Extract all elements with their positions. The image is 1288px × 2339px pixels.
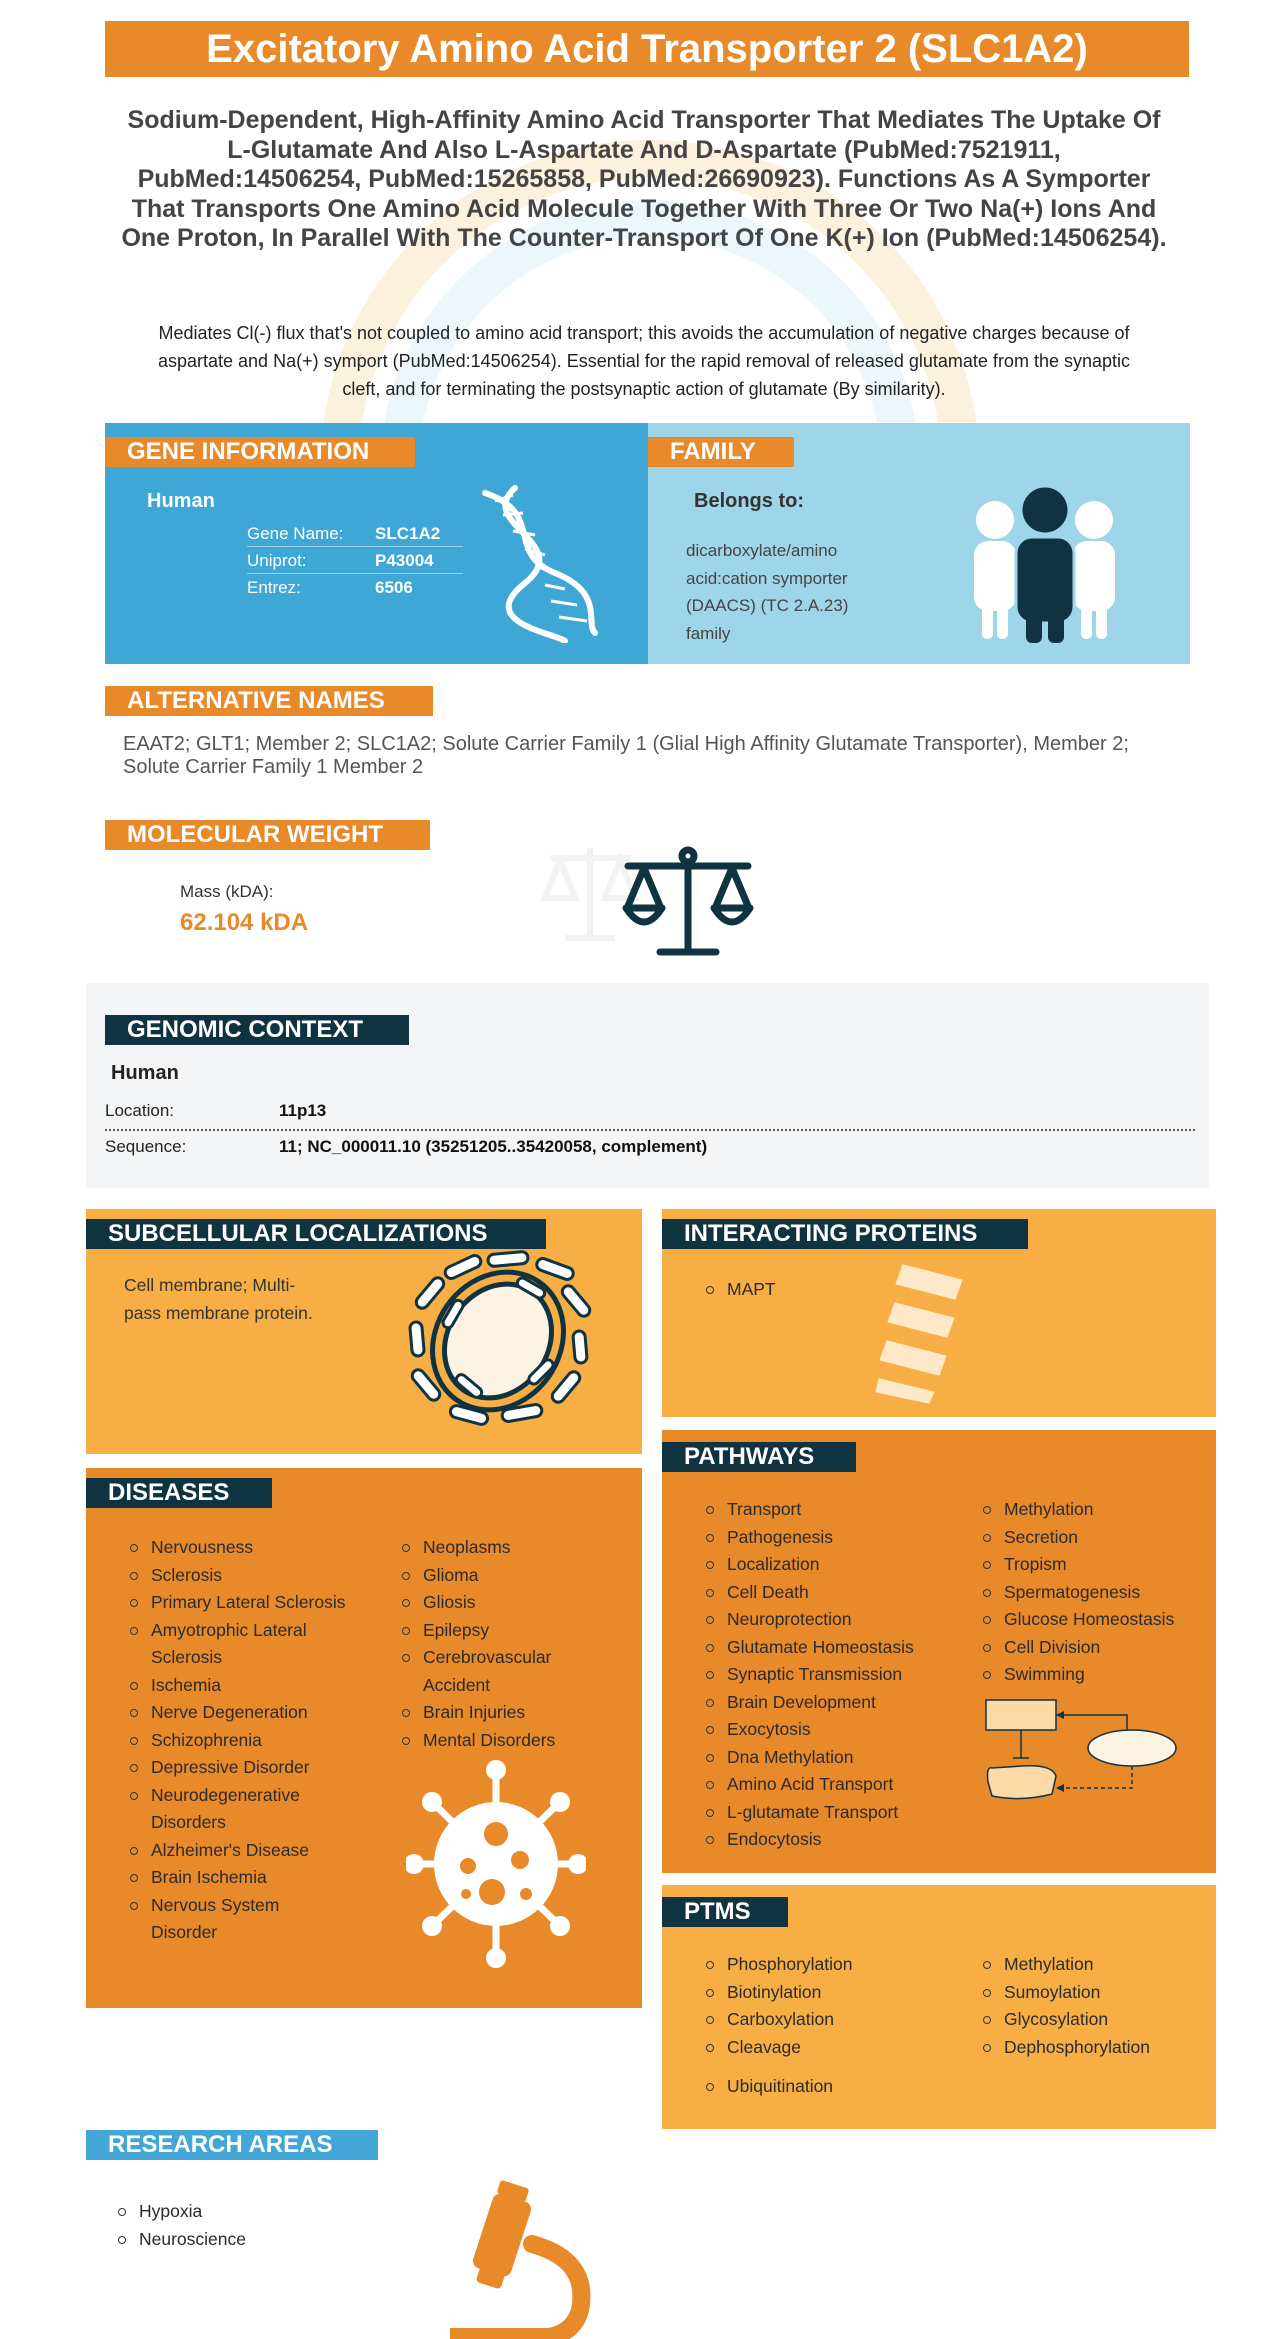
molecular-weight-heading: MOLECULAR WEIGHT	[105, 820, 430, 850]
uniprot-label: Uniprot:	[247, 551, 307, 570]
list-item: Epilepsy	[402, 1617, 592, 1645]
diseases-list-col2	[402, 1534, 592, 1754]
list-item: Schizophrenia	[130, 1727, 360, 1755]
list-item: Ischemia	[130, 1672, 360, 1700]
family-name: dicarboxylate/amino acid:cation symporter (DAACS) (TC 2.A.23) family	[686, 541, 849, 643]
list-item: Nerve Degeneration	[130, 1699, 360, 1727]
list-item: MAPT	[706, 1276, 776, 1304]
page-title: Excitatory Amino Acid Transporter 2 (SLC1A2)	[105, 21, 1189, 77]
list-item: Cell Death	[706, 1579, 966, 1607]
list-item: Mental Disorders	[402, 1727, 592, 1755]
list-item: Glycosylation	[983, 2006, 1213, 2034]
list-item: Brain Injuries	[402, 1699, 592, 1727]
list-item: Pathogenesis	[706, 1524, 966, 1552]
protein-description: Mediates Cl(-) flux that's not coupled to amino acid transport; this avoids the accumulation of negative charges because of aspartate and Na(+) symport (PubMed:14506254). Essential for the rapid removal of released glutamate from the synaptic cleft, and for terminating the postsynaptic action of glutamate (By similarity).	[157, 323, 1130, 399]
pathways-list-col2	[983, 1496, 1213, 1689]
list-item: Amino Acid Transport	[706, 1771, 966, 1799]
list-item: Secretion	[983, 1524, 1213, 1552]
family-belongs-label: Belongs to:	[694, 490, 804, 512]
mass-label: Mass (kDA):	[180, 882, 274, 901]
alternative-names-heading: ALTERNATIVE NAMES	[105, 686, 433, 716]
list-item: Synaptic Transmission	[706, 1661, 966, 1689]
location-value: 11p13	[279, 1101, 327, 1120]
list-item: Dna Methylation	[706, 1744, 966, 1772]
list-item: Neoplasms	[402, 1534, 592, 1562]
list-item: Ubiquitination	[706, 2073, 956, 2101]
list-item: Neurodegenerative Disorders	[130, 1782, 320, 1837]
protein-function-summary: Sodium-Dependent, High-Affinity Amino Acid Transporter That Mediates The Uptake Of L-Glutamate And Also L-Aspartate And D-Aspartate (PubMed:7521911, PubMed:14506254, PubMed:15265858, PubMed:26690923). Functions As A Symporter That Transports One Amino Acid Molecule Together With Three Or Two Na(+) Ions And One Proton, In Parallel With The Counter-Transport Of One K(+) Ion (PubMed:14506254).	[121, 106, 1167, 252]
genomic-species: Human	[111, 1062, 179, 1084]
subcellular-heading: SUBCELLULAR LOCALIZATIONS	[86, 1219, 546, 1249]
list-item: Biotinylation	[706, 1979, 956, 2007]
genomic-context-heading: GENOMIC CONTEXT	[105, 1015, 409, 1045]
entrez-label: Entrez:	[247, 578, 301, 597]
balance-scale-icon	[620, 846, 756, 960]
list-item: Spermatogenesis	[983, 1579, 1213, 1607]
ptms-heading: PTMS	[662, 1897, 788, 1927]
genomic-divider	[105, 1129, 1195, 1131]
sequence-value: 11; NC_000011.10 (35251205..35420058, complement)	[279, 1137, 708, 1156]
entrez-value: 6506	[375, 578, 413, 597]
list-item: L-glutamate Transport	[706, 1799, 966, 1827]
sequence-label: Sequence:	[105, 1137, 187, 1156]
list-item: Glutamate Homeostasis	[706, 1634, 966, 1662]
family-heading: FAMILY	[648, 437, 794, 467]
list-item: Amyotrophic Lateral Sclerosis	[130, 1617, 320, 1672]
list-item: Cleavage	[706, 2034, 956, 2062]
alternative-names-text: EAAT2; GLT1; Member 2; SLC1A2; Solute Carrier Family 1 (Glial High Affinity Glutamate Transporter), Member 2; Solute Carrier Family 1 Member 2	[123, 733, 1129, 778]
pathways-panel	[662, 1430, 1216, 1873]
list-item: Dephosphorylation	[983, 2034, 1213, 2062]
cell-organelle-icon	[398, 1249, 598, 1429]
uniprot-value: P43004	[375, 551, 434, 570]
list-item: Gliosis	[402, 1589, 592, 1617]
gene-species: Human	[147, 490, 215, 512]
list-item: Sumoylation	[983, 1979, 1213, 2007]
list-item: Sclerosis	[130, 1562, 360, 1590]
list-item: Methylation	[983, 1951, 1213, 1979]
location-label: Location:	[105, 1101, 174, 1120]
interacting-proteins-list	[706, 1276, 776, 1304]
ptms-list-col2	[983, 1951, 1213, 2061]
list-item: Glioma	[402, 1562, 592, 1590]
list-item: Exocytosis	[706, 1716, 966, 1744]
interacting-proteins-heading: INTERACTING PROTEINS	[662, 1219, 1028, 1249]
research-areas-list	[118, 2198, 358, 2253]
family-panel	[648, 423, 1190, 664]
gene-name-label: Gene Name:	[247, 524, 344, 543]
list-item: Hypoxia	[118, 2198, 358, 2226]
list-item: Carboxylation	[706, 2006, 956, 2034]
list-item: Swimming	[983, 1661, 1213, 1689]
protein-ribbon-icon	[874, 1257, 974, 1407]
list-item: Neuroprotection	[706, 1606, 966, 1634]
list-item: Methylation	[983, 1496, 1213, 1524]
list-item: Primary Lateral Sclerosis	[130, 1589, 360, 1617]
list-item: Phosphorylation	[706, 1951, 956, 1979]
subcellular-location-text: Cell membrane; Multi-pass membrane protein.	[124, 1275, 313, 1323]
microscope-icon	[440, 2180, 600, 2339]
gene-information-panel	[105, 423, 648, 664]
uniprot-row	[247, 547, 463, 574]
interacting-proteins-panel	[662, 1209, 1216, 1417]
ptms-list-extra	[706, 2073, 956, 2101]
diseases-list-col1	[130, 1534, 360, 1947]
list-item: Alzheimer's Disease	[130, 1837, 360, 1865]
pathways-heading: PATHWAYS	[662, 1442, 856, 1472]
list-item: Cerebrovascular Accident	[402, 1644, 562, 1699]
list-item: Glucose Homeostasis	[983, 1606, 1213, 1634]
ptms-list-col1	[706, 1951, 956, 2061]
people-group-icon	[970, 485, 1120, 643]
gene-name-row	[247, 520, 463, 547]
ptms-panel	[662, 1885, 1216, 2129]
research-areas-heading: RESEARCH AREAS	[86, 2130, 378, 2160]
gene-name-value: SLC1A2	[375, 524, 441, 543]
virus-icon	[406, 1758, 586, 1970]
list-item: Cell Division	[983, 1634, 1213, 1662]
list-item: Endocytosis	[706, 1826, 966, 1854]
list-item: Transport	[706, 1496, 966, 1524]
entrez-row	[247, 574, 463, 601]
diseases-heading: DISEASES	[86, 1478, 272, 1508]
subcellular-panel	[86, 1209, 642, 1454]
list-item: Brain Development	[706, 1689, 966, 1717]
list-item: Nervous System Disorder	[130, 1892, 320, 1947]
gene-information-heading: GENE INFORMATION	[105, 437, 415, 467]
list-item: Nervousness	[130, 1534, 360, 1562]
diseases-panel	[86, 1468, 642, 2008]
pathways-list-col1	[706, 1496, 966, 1854]
list-item: Brain Ischemia	[130, 1864, 360, 1892]
mass-value: 62.104 kDA	[180, 909, 309, 936]
list-item: Localization	[706, 1551, 966, 1579]
list-item: Tropism	[983, 1551, 1213, 1579]
list-item: Neuroscience	[118, 2226, 358, 2254]
list-item: Depressive Disorder	[130, 1754, 360, 1782]
genomic-context-panel	[86, 983, 1209, 1188]
dna-helix-icon	[465, 483, 605, 643]
pathway-diagram-icon	[982, 1696, 1178, 1806]
